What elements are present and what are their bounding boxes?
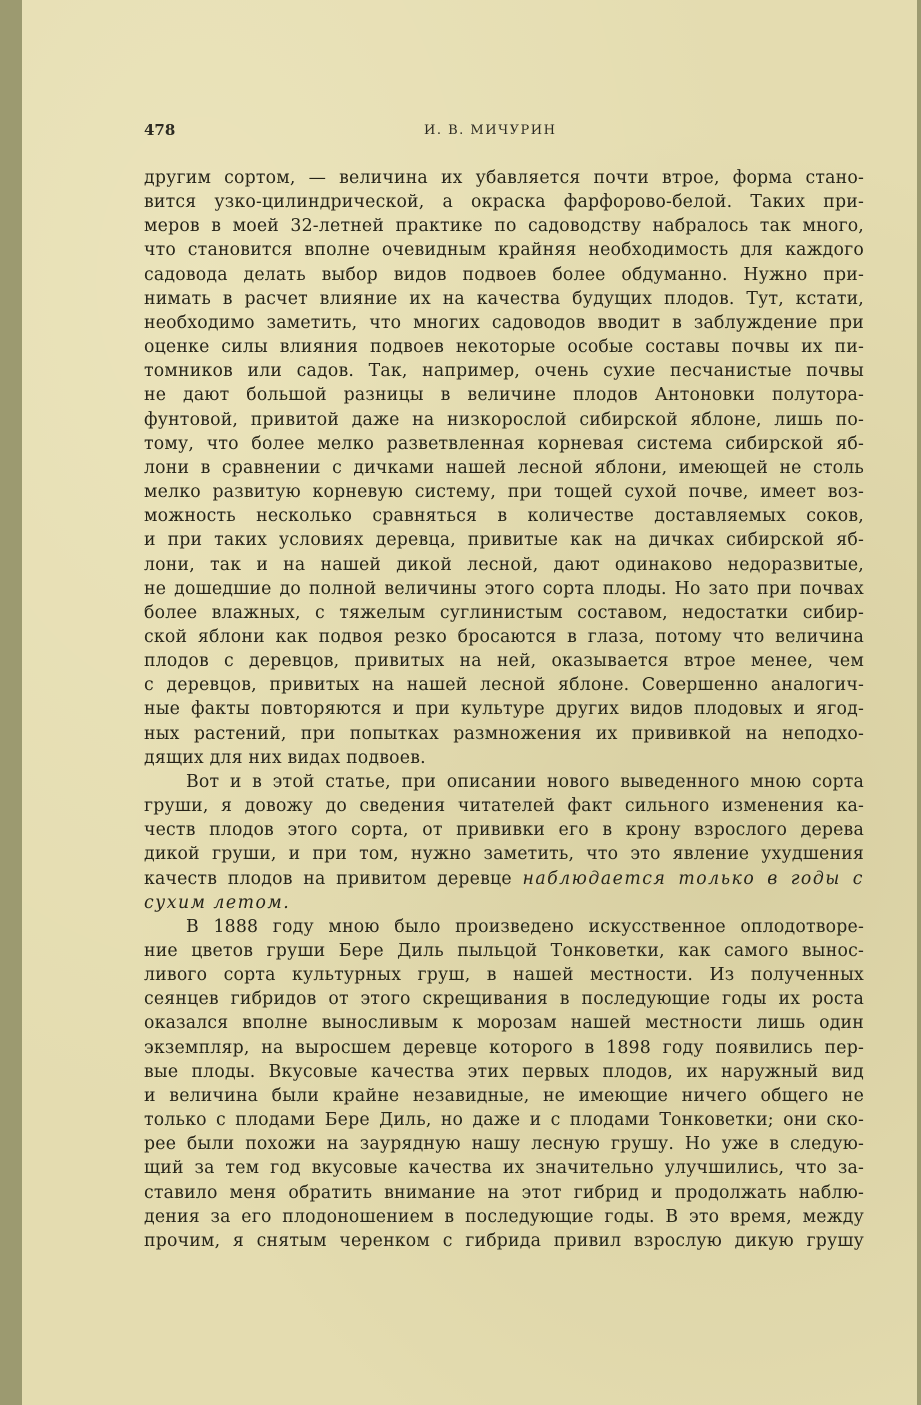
running-head: И. В. МИЧУРИН [424,123,557,138]
text-line: плодов с деревцов, привитых на ней, оказывается втрое менее, чем [144,651,864,672]
text-line: прочим, я снятым черенком с гибрида привил взрослую дикую грушу [144,1230,864,1251]
text-line: и величина были крайне незавидные, не имеющие ничего общего не [144,1085,864,1106]
text-segment: качеств плодов на привитом деревце [144,868,512,889]
text-line: можность несколько сравняться в количестве доставляемых соков, [144,506,864,527]
text-line: честв плодов этого сорта, от прививки его в крону взрослого дерева [144,820,864,841]
text-line: тому, что более мелко разветвленная корневая система сибирской яб- [144,433,864,454]
text-line: груши, я довожу до сведения читателей факт сильного изменения ка- [144,796,864,817]
text-line: ние цветов груши Бере Диль пыльцой Тонковетки, как самого вынос- [144,941,864,961]
text-line: сеянцев гибридов от этого скрещивания в последующие годы их роста [144,989,864,1010]
text-line: и при таких условиях деревца, привитые как на дичках сибирской яб- [144,530,864,551]
text-line: экземпляр, на выросшем деревце которого в 1898 году появились пер- [144,1037,864,1058]
text-line: ных растений, при попытках размножения их прививкой на неподхо- [144,723,864,744]
italic-emphasis: сухим летом. [144,892,291,913]
text-line: ливого сорта культурных груш, в нашей местности. Из полученных [144,965,864,986]
text-line: фунтовой, привитой даже на низкорослой сибирской яблоне, лишь по- [144,409,864,430]
text-line: ской яблони как подвоя резко бросаются в глаза, потому что величина [144,626,864,647]
text-line: садовода делать выбор видов подвоев более обдуманно. Нужно при- [144,264,864,285]
text-line: оказался вполне выносливым к морозам нашей местности лишь один [144,1013,864,1034]
text-line: лони в сравнении с дичками нашей лесной яблони, имеющей не столь [144,457,864,478]
text-line: рее были похожи на заурядную нашу лесную грушу. Но уже в следую- [144,1134,864,1155]
text-line: Вот и в этой статье, при описании нового выведенного мною сорта [186,771,864,792]
text-line: необходимо заметить, что многих садоводов вводит в заблуждение при [144,312,864,333]
page-number: 478 [144,121,176,139]
text-line: оценке силы влияния подвоев некоторые особые составы почвы их пи- [144,337,864,358]
text-line: томников или садов. Так, например, очень сухие песчанистые почвы [144,361,864,382]
text-line: вые плоды. Вкусовые качества этих первых плодов, их наружный вид [144,1061,864,1082]
text-line: ные факты повторяются и при культуре других видов плодовых и ягод- [144,699,864,720]
text-line: лони, так и на нашей дикой лесной, дают одинаково недоразвитые, [144,554,864,575]
text-line: В 1888 году мною было произведено искусственное оплодотворе- [186,916,864,937]
text-line: что становится вполне очевидным крайняя необходимость для каждого [144,240,864,261]
italic-emphasis: наблюдается только в годы с [522,868,864,889]
text-line: дящих для них видах подвоев. [144,747,426,768]
text-line: с деревцов, привитых на нашей лесной яблоне. Совершенно аналогич- [144,675,864,696]
text-line: только с плодами Бере Диль, но даже и с плодами Тонковетки; они ско- [144,1110,864,1131]
text-line: дикой груши, и при том, нужно заметить, что это явление ухудшения [144,844,864,865]
text-line: ставило меня обратить внимание на этот гибрид и продолжать наблю- [144,1182,864,1203]
body-text [144,166,864,1253]
text-line: щий за тем год вкусовые качества их значительно улучшились, что за- [144,1158,864,1179]
text-line-mixed [144,867,864,891]
text-line: не дают большой разницы в величине плодов Антоновки полутора- [144,385,864,406]
text-line: дения за его плодоношением в последующие годы. В это время, между [144,1206,864,1227]
text-line: меров в моей 32-летней практике по садоводству набралось так много, [144,216,864,237]
text-line: вится узко-цилиндрической, а окраска фарфорово-белой. Таких при- [144,192,864,213]
text-line: мелко развитую корневую систему, при тощей сухой почве, имеет воз- [144,482,864,503]
text-line: более влажных, с тяжелым суглинистым составом, недостатки сибир- [144,602,864,623]
text-line: другим сортом, — величина их убавляется почти втрое, форма стано- [144,168,864,188]
text-line: нимать в расчет влияние их на качества будущих плодов. Тут, кстати, [144,288,864,309]
book-page [22,0,917,1405]
text-line: не дошедшие до полной величины этого сорта плоды. Но зато при почвах [144,578,864,599]
page-header [144,121,864,145]
